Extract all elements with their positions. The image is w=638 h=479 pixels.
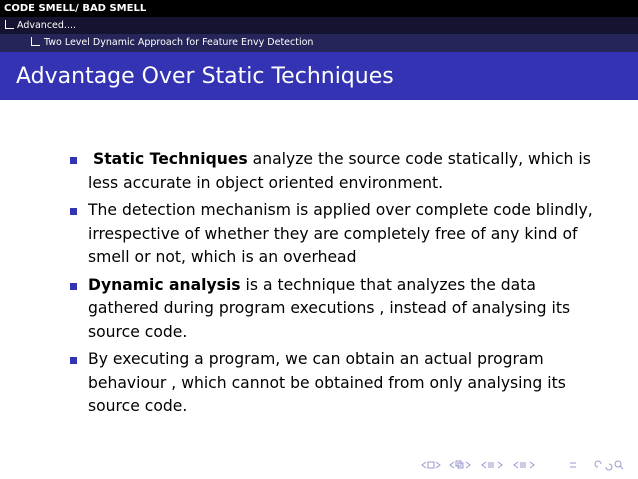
bullet-square-icon [70, 283, 77, 290]
doc-icon[interactable] [520, 463, 526, 467]
search-icon[interactable] [615, 461, 623, 469]
back-redo-icon[interactable] [606, 464, 612, 470]
frame-icon[interactable] [428, 462, 434, 468]
slide-title: Advantage Over Static Techniques [16, 64, 394, 89]
subsection-title: Advanced.... [17, 20, 77, 31]
subsubsection-header [0, 34, 638, 52]
bullet-bold-text: Dynamic analysis [88, 275, 241, 294]
bullet-item [70, 348, 600, 419]
bullet-item [70, 148, 600, 195]
section-prev-icon[interactable] [482, 462, 486, 468]
bullet-item [70, 199, 600, 270]
frame-next-icon[interactable] [436, 462, 440, 468]
undo-icon[interactable] [595, 461, 601, 467]
subsection-icon[interactable] [456, 461, 463, 468]
subsection-prev-icon[interactable] [450, 462, 454, 468]
subsection-next-icon[interactable] [466, 462, 470, 468]
section-title: CODE SMELL/ BAD SMELL [4, 3, 147, 14]
subsection-header [0, 17, 638, 34]
bullet-square-icon [70, 357, 77, 364]
doc-next-icon[interactable] [530, 462, 534, 468]
bullet-square-icon [70, 208, 77, 215]
section-next-icon[interactable] [498, 462, 502, 468]
bullet-bold-text: Static Techniques [92, 150, 248, 168]
subsubsection-title: Two Level Dynamic Approach for Feature Envy Detection [44, 37, 314, 48]
slide-title-bar [0, 52, 638, 100]
bullet-square-icon [70, 157, 77, 164]
doc-prev-icon[interactable] [514, 462, 518, 468]
beamer-navigation [420, 458, 630, 472]
slide-content [70, 148, 600, 423]
bullet-text: By executing a program, we can obtain an actual program behaviour , which cannot be obtained from only analysing its source code. [88, 350, 566, 415]
bullet-text: is a technique that analyzes the data gathered during program executions , instead of analysing its source code. [88, 275, 571, 341]
bullet-text: The detection mechanism is applied over complete code blindly, irrespective of whether they are completely free of any kind of smell or not, which is an overhead [88, 201, 593, 266]
section-header [0, 0, 638, 17]
bullet-list [70, 148, 600, 419]
section-icon[interactable] [488, 463, 494, 467]
frame-prev-icon[interactable] [422, 462, 426, 468]
bullet-item [70, 274, 600, 345]
tree-connector-icon [31, 37, 40, 46]
bullet-text: analyze the source code statically, which is less accurate in object oriented environment. [88, 150, 591, 192]
tree-connector-icon [5, 20, 14, 29]
align-icon[interactable] [570, 463, 576, 467]
